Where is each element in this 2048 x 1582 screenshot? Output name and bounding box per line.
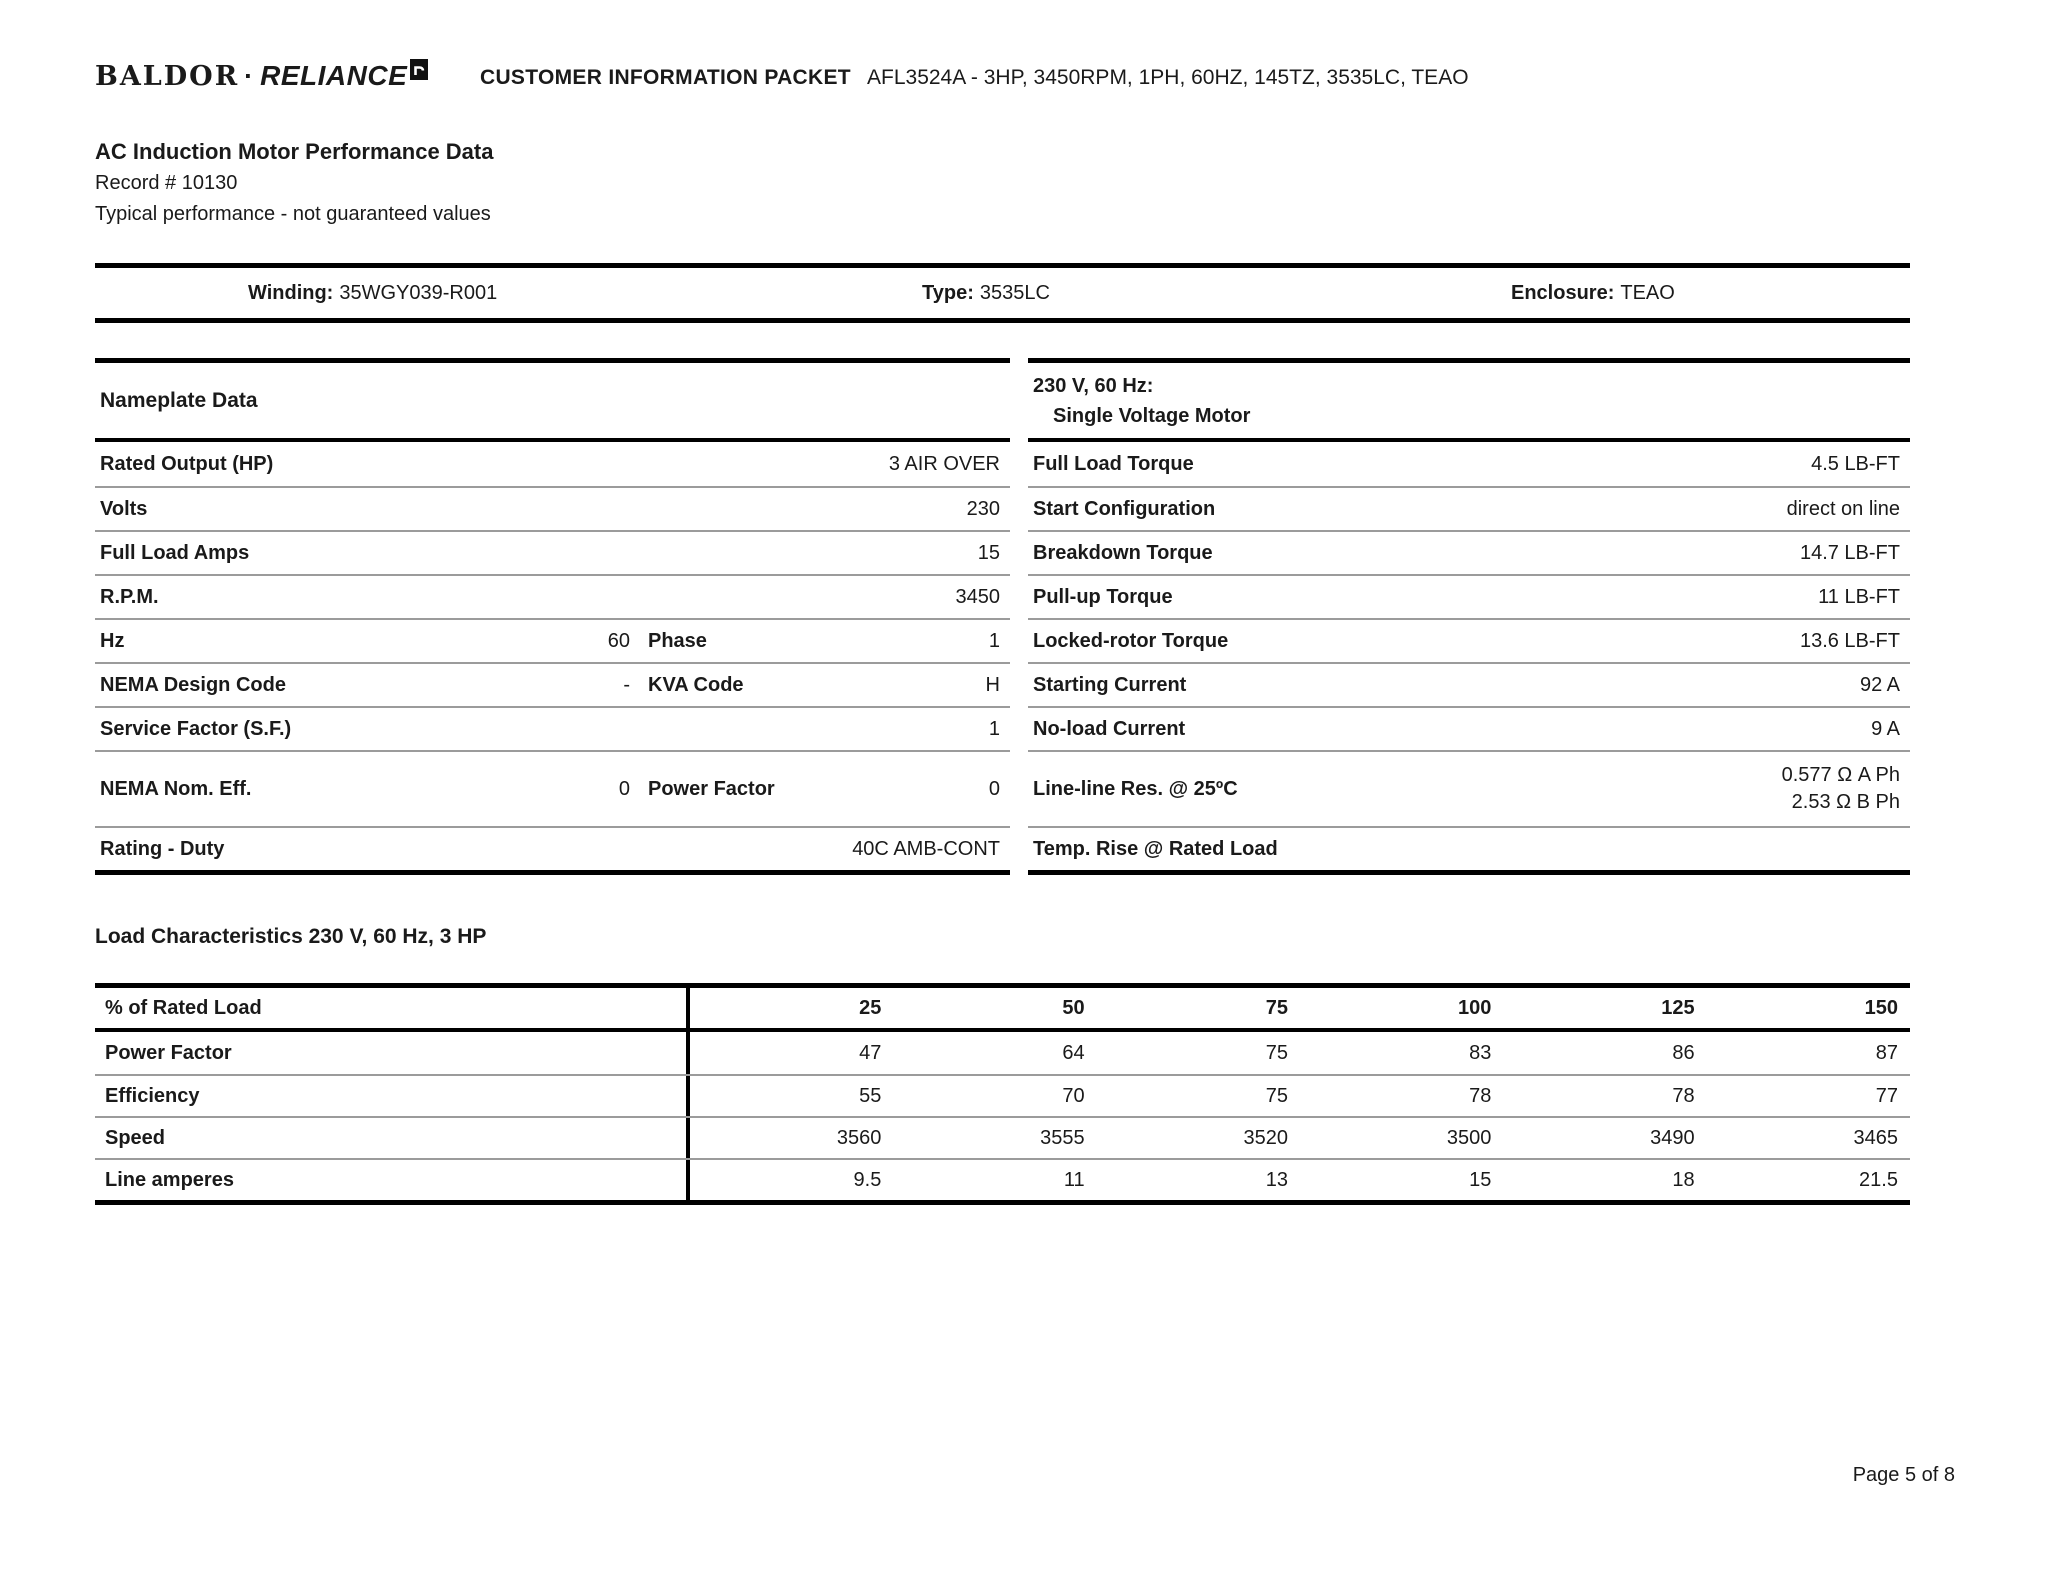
product-descriptor: AFL3524A - 3HP, 3450RPM, 1PH, 60HZ, 145TZ, 3535LC, TEAO [867, 66, 1469, 89]
row-label: Pull-up Torque [1033, 585, 1173, 608]
row-label: Temp. Rise @ Rated Load [1033, 837, 1278, 860]
row-value: 4.5 LB-FT [1811, 452, 1900, 475]
column-header: 50 [1062, 996, 1085, 1019]
table-row [95, 1158, 1910, 1200]
row-value-line1: 0.577 Ω A Ph [1781, 764, 1900, 786]
column-header: 25 [859, 996, 882, 1019]
row-label: Start Configuration [1033, 497, 1216, 520]
table-row [95, 826, 1010, 870]
row-mid-label: KVA Code [648, 673, 744, 696]
table-row [1028, 618, 1910, 662]
row-label: Speed [95, 1118, 690, 1158]
cell-value: 3500 [1446, 1126, 1492, 1149]
table-row [1028, 750, 1910, 826]
ratings-table-header [1028, 363, 1910, 442]
row-value: 40C AMB-CONT [852, 837, 1000, 860]
enclosure-label: Enclosure: [1511, 282, 1615, 304]
row-value: 92 A [1859, 673, 1900, 696]
cell-value: 15 [1469, 1168, 1492, 1191]
cell-value: 83 [1469, 1041, 1492, 1064]
reliance-mark-icon [410, 59, 428, 85]
cell-value: 13 [1265, 1168, 1288, 1191]
row-value: 14.7 LB-FT [1799, 541, 1900, 564]
row-mid-value: 60 [607, 629, 630, 652]
type-value: 3535LC [979, 282, 1050, 304]
cell-value: 75 [1265, 1084, 1288, 1107]
cell-value: 47 [859, 1041, 882, 1064]
title-block [95, 136, 493, 230]
row-value-line2: 2.53 Ω B Ph [1791, 791, 1900, 813]
cell-value: 3465 [1853, 1126, 1898, 1149]
enclosure-value: TEAO [1620, 282, 1675, 304]
row-label: Volts [100, 497, 148, 520]
row-label: Line amperes [95, 1160, 690, 1200]
row-label: Hz [100, 629, 125, 652]
row-value: 15 [977, 541, 1000, 564]
table-row [95, 662, 1010, 706]
table-row [1028, 826, 1910, 870]
document-type-title: CUSTOMER INFORMATION PACKET [480, 66, 851, 89]
table-row [1028, 486, 1910, 530]
cell-value: 86 [1672, 1041, 1695, 1064]
row-value: 1 [988, 629, 1000, 652]
column-header: % of Rated Load [95, 988, 690, 1028]
table-row [95, 1032, 1910, 1074]
cell-value: 3560 [836, 1126, 882, 1149]
cell-value: 55 [859, 1084, 882, 1107]
row-label: NEMA Design Code [100, 673, 286, 696]
logo-dot: · [244, 60, 254, 91]
table-row [95, 574, 1010, 618]
cell-value: 3555 [1040, 1126, 1085, 1149]
row-label: Rated Output (HP) [100, 452, 274, 475]
cell-value: 87 [1875, 1041, 1898, 1064]
performance-note: Typical performance - not guaranteed values [95, 203, 491, 225]
row-mid-value: - [623, 673, 630, 696]
table-row [1028, 442, 1910, 486]
enclosure-field [1511, 268, 1675, 318]
load-characteristics-table [95, 983, 1910, 1205]
row-label: Breakdown Torque [1033, 541, 1213, 564]
table-row [95, 1116, 1910, 1158]
row-value: 0 [988, 777, 1000, 800]
column-header: 100 [1457, 996, 1492, 1019]
cell-value: 3490 [1650, 1126, 1695, 1149]
winding-label: Winding: [248, 282, 334, 304]
cell-value: 64 [1062, 1041, 1085, 1064]
row-label: R.P.M. [100, 585, 159, 608]
table-row [95, 530, 1010, 574]
row-label: Full Load Torque [1033, 452, 1194, 475]
cell-value: 78 [1672, 1084, 1695, 1107]
row-value: 3450 [955, 585, 1000, 608]
column-header: 125 [1661, 996, 1695, 1019]
winding-field [248, 268, 497, 318]
row-label: No-load Current [1033, 717, 1186, 740]
ratings-header-line1: 230 V, 60 Hz: [1033, 374, 1154, 397]
winding-summary-bar [95, 263, 1910, 323]
table-row [95, 442, 1010, 486]
row-label: Locked-rotor Torque [1033, 629, 1229, 652]
row-label: Starting Current [1033, 673, 1187, 696]
table-row [1028, 530, 1910, 574]
cell-value: 3520 [1243, 1126, 1288, 1149]
row-mid-label: Phase [648, 629, 707, 652]
row-mid-label: Power Factor [648, 777, 775, 800]
cell-value: 77 [1875, 1084, 1898, 1107]
table-header-row [95, 988, 1910, 1032]
row-label: Power Factor [95, 1032, 690, 1074]
table-row [1028, 662, 1910, 706]
row-label: NEMA Nom. Eff. [100, 777, 252, 800]
row-value: H [985, 673, 1000, 696]
row-value: 1 [988, 717, 1000, 740]
table-row [1028, 574, 1910, 618]
table-row [1028, 706, 1910, 750]
cell-value: 78 [1469, 1084, 1492, 1107]
cell-value: 11 [1063, 1168, 1085, 1191]
row-label: Rating - Duty [100, 837, 225, 860]
row-label: Service Factor (S.F.) [100, 717, 292, 740]
table-row [95, 1074, 1910, 1116]
ratings-table [1028, 358, 1910, 875]
nameplate-table-header: Nameplate Data [95, 363, 1010, 442]
row-mid-value: 0 [618, 777, 630, 800]
cell-value: 70 [1062, 1084, 1085, 1107]
type-label: Type: [922, 282, 974, 304]
row-value: 9 A [1871, 717, 1900, 740]
row-value: 11 LB-FT [1818, 585, 1900, 608]
table-row [95, 486, 1010, 530]
cell-value: 75 [1265, 1041, 1288, 1064]
cell-value: 21.5 [1859, 1168, 1898, 1191]
page-title: AC Induction Motor Performance Data [95, 139, 494, 164]
load-characteristics-title: Load Characteristics 230 V, 60 Hz, 3 HP [95, 925, 487, 948]
row-value: direct on line [1786, 497, 1900, 520]
cell-value: 9.5 [853, 1168, 882, 1191]
winding-value: 35WGY039-R001 [339, 282, 498, 304]
row-label: Line-line Res. @ 25ºC [1033, 777, 1238, 800]
row-value: 3 AIR OVER [888, 452, 1000, 475]
row-label: Full Load Amps [100, 541, 250, 564]
record-number: Record # 10130 [95, 172, 238, 194]
page-indicator: Page 5 of 8 [1852, 1464, 1955, 1486]
type-field [922, 268, 1050, 318]
row-value: 230 [966, 497, 1000, 520]
table-row [95, 750, 1010, 826]
row-value [1782, 762, 1900, 816]
logo-baldor-text: BALDOR [95, 60, 240, 92]
nameplate-table [95, 358, 1010, 875]
column-header: 150 [1864, 996, 1898, 1019]
logo-reliance-text: RELIANCE [260, 60, 408, 91]
table-row [95, 618, 1010, 662]
brand-logo [95, 60, 428, 92]
row-label: Efficiency [95, 1076, 690, 1116]
column-header: 75 [1265, 996, 1288, 1019]
cell-value: 18 [1672, 1168, 1695, 1191]
nameplate-section [95, 358, 1910, 875]
table-row [95, 706, 1010, 750]
row-value: 13.6 LB-FT [1799, 629, 1900, 652]
ratings-header-line2: Single Voltage Motor [1053, 404, 1251, 427]
